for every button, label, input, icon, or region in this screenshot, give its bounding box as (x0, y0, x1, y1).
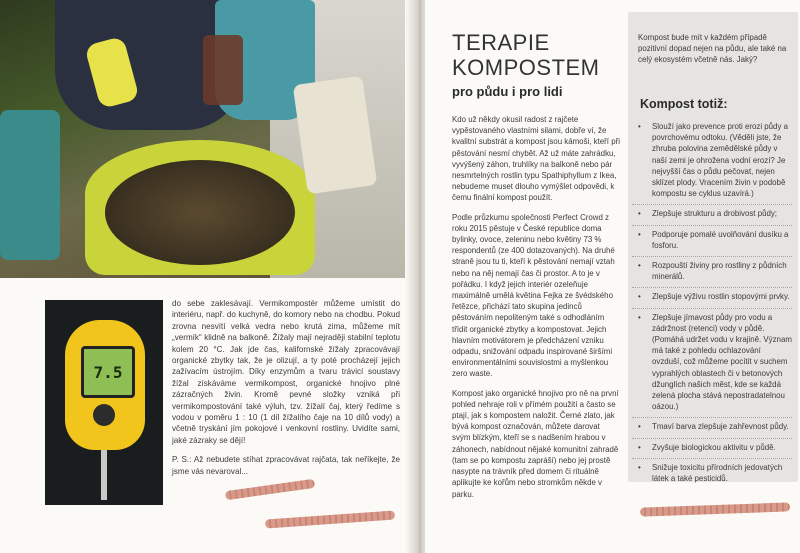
bullet-icon: • (638, 261, 641, 271)
bullet-icon: • (638, 462, 641, 472)
list-item (632, 118, 792, 205)
meter-screen: 7.5 (81, 346, 135, 398)
photo-bag (293, 76, 378, 195)
list-item (632, 439, 792, 459)
benefits-list (632, 118, 792, 489)
list-item-text: Rozpouští živiny pro rostliny z půdních minerálů. (652, 261, 787, 282)
list-item-text: Snižuje toxicitu přírodních jedovatých látek a také pesticidů. (652, 462, 783, 484)
photo-bin-lid (0, 110, 60, 260)
bullet-icon: • (638, 122, 641, 131)
left-paragraph-ps: P. S.: Až nebudete stíhat zpracovávat rajčata, tak neříkejte, že jsme vás nevaroval... (172, 455, 400, 476)
compost-benefits-box (628, 12, 798, 482)
left-body-text (172, 298, 400, 485)
list-item (632, 418, 792, 438)
bullet-icon: • (638, 209, 641, 219)
right-paragraph: Podle průzkumu společnosti Perfect Crowd z roku 2015 pěstuje v České republice doma bylinky, ovoce, zeleninu nebo květiny 73 % respondentů (ze 400 dotazovaných). Na druhé straně jsou tu ti, kteří k pěstování nemají vztah nebo na něj nemají čas či prostor. A to je v pořádku. I když jejich interiér ozeleňuje maximálně umělá květina Fejka ze švédského řetězce, přichází tato skupina jedinců pěstováním nepoliteným také s odhodláním třídit organické zbytky a kompostovat. Jejich hlavním motivátorem je předcházení vzniku odpadu, snižování odpadu inspirované širšími environmentálními souvislostmi a myšlenkou zero waste. (452, 212, 615, 379)
bullet-icon: • (638, 442, 641, 452)
worm-illustration (265, 510, 395, 528)
list-item-text: Slouží jako prevence proti erozi půdy a povrchovému odtoku. (Věděli jste, že zhruba polovina zemědělské půdy v naší zemi je ohrožena vodní erozí? Je nejvyšší čas o půdu pečovat, nejen sklízet plody. Vracením živin v podobě kompostu se cyklus uzavírá.) (652, 122, 788, 199)
page-title: TERAPIE KOMPOSTEM (452, 30, 600, 80)
list-item (632, 459, 792, 489)
bullet-icon: • (638, 312, 641, 322)
list-item (632, 257, 792, 288)
right-body-text (452, 114, 620, 508)
meter-dial (93, 404, 115, 426)
bullet-icon: • (638, 229, 641, 239)
compost-photo (0, 0, 415, 278)
list-item-text: Podporuje pomalé uvolňování dusíku a fosforu. (652, 229, 789, 250)
sidebar-title: Kompost totiž: (640, 97, 728, 111)
photo-jar (203, 35, 243, 105)
left-paragraph: do sebe zaklesávají. Vermikompostér můžeme umístit do interiéru, např. do kuchyně, do komory nebo na chodbu. Pokud zrovna nesvítí velká vedra nebo krutá zima, můžeme mít „vermík“ klidně na balkoně. Žížaly mají nejraději stabilní teplotu kolem 20 °C. Jak jde čas, kalifornské žížaly zpracovávají organické zbytky tak, že je olizují, a ty poté procházejí jejich zažívacím ústrojím. Díky enzymům a tvaru trávicí soustavy žížal získáváme vermikompost, organické hnojivo plné zázračných živin. Kromě pevné složky vzniká při vermikompostování také výluh, tzv. žížalí čaj, který ředíme s vodou v poměru 1 : 10 (1 díl žížalího čaje na 10 dílů vody) a včetně tryskání jím pokojové i venkovní rostliny. Uvidíte sami, jaké zázraky se dějí! (172, 299, 400, 445)
list-item-text: Zlepšuje výživu rostlin stopovými prvky. (652, 292, 790, 302)
list-item-text: Zlepšuje strukturu a drobivost půdy; (652, 209, 777, 219)
list-item-text: Zlepšuje jímavost půdy pro vodu a zádržnost (retenci) vody v půdě. (Pomáhá udržet vodu v krajině. Význam má také z pohledu ochlazování ovzduší, což můžeme pocítit v suchem vyprahlých oblastech či v betonových džunglích našich měst, kde se každá zelená plocha stává nepostradatelnou oázou.) (652, 312, 792, 412)
right-paragraph: Kompost jako organické hnojivo pro ně na první pohled nehraje roli v přímém použití a často se ptají, jak s kompostem naložit. Černé zlato, jak bývá kompost označován, můžete darovat svým blízkým, kteří se s nadšením hrabou v záhonech, nabídnout nějaké komunitní zahradě (tam se po kompostu zapráší) nebo jej prostě nasypte na trávník před domem či rituálně aplikujte ke kořům nebo stromkům někde v parku. (452, 388, 619, 499)
right-paragraph: Kdo už někdy okusil radost z rajčete vypěstovaného vlastními silami, dobře ví, že kvalitní substrát a kompost jsou kámoši, kteří při pěstování nesmí chybět. Až už máte zahrádku, vyvýšený záhon, truhlíky na balkoně nebo pár nesmrtelných rostlin typu Spathiphyllum z Ikea, nebudeme muset dlouho vymýšlet odpovědi, k čemu finální kompost použít. (452, 115, 620, 203)
soil-meter-photo (45, 300, 163, 505)
page-subtitle: pro půdu i pro lidi (452, 84, 563, 99)
list-item (632, 205, 792, 225)
sidebar-intro: Kompost bude mít v každém případě pozitivní dopad nejen na půdu, ale také na celý ekosystém včetně nás. Jaký? (638, 33, 787, 65)
list-item (632, 309, 792, 419)
list-item (632, 288, 792, 308)
list-item (632, 226, 792, 257)
list-item-text: Tmaví barva zlepšuje zahřevnost půdy. (652, 422, 789, 432)
list-item-text: Zvyšuje biologickou aktivitu v půdě. (652, 442, 776, 452)
bullet-icon: • (638, 422, 641, 432)
bullet-icon: • (638, 292, 641, 302)
photo-compost-soil (105, 160, 295, 265)
meter-probe (101, 450, 107, 500)
